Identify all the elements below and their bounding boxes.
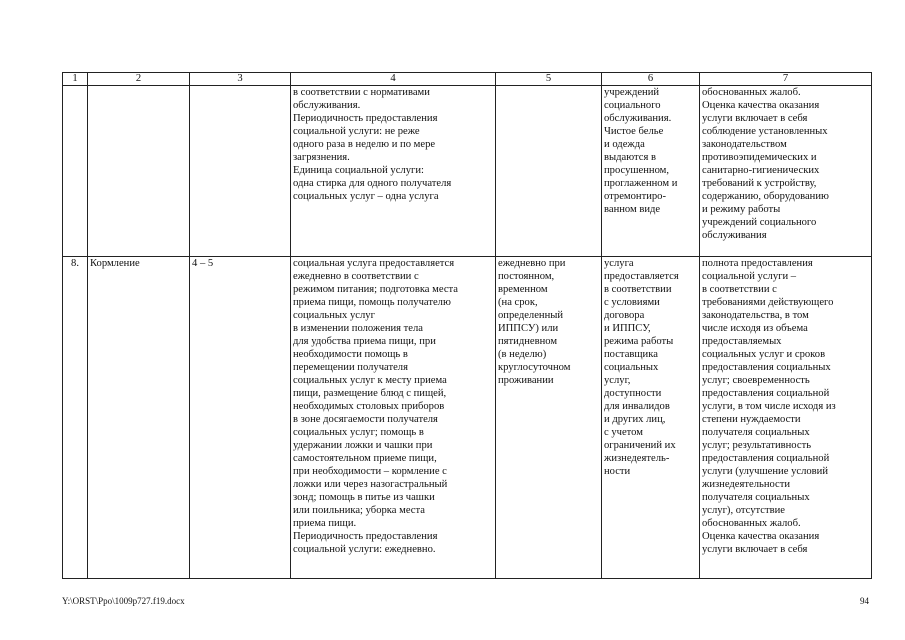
services-table (62, 72, 872, 579)
row-number-cell: 8. (63, 257, 88, 579)
service-description-cell: в соответствии с нормативами обслуживания. Периодичность предоставления социальной услуги: не реже одного раза в неделю и по мере загрязнения. Единица социальной услуги: одна стирка для одного получателя социальных услуг – одна услуга (291, 86, 496, 257)
table-row (63, 86, 872, 257)
periodicity-cell: ежедневно при постоянном, временном (на срок, определенный ИППСУ) или пятидневном (в неделю) круглосуточном проживании (496, 257, 602, 579)
row-number-cell (63, 86, 88, 257)
column-header: 6 (602, 73, 700, 86)
conditions-cell: учреждений социального обслуживания. Чистое белье и одежда выдаются в просушенном, проглаженном и отремонтиро- ванном виде (602, 86, 700, 257)
table-row (63, 257, 872, 579)
conditions-cell: услуга предоставляется в соответствии с условиями договора и ИППСУ, режима работы поставщика социальных услуг, доступности для инвалидов и других лиц, с учетом ограничений их жизнедеятель- ности (602, 257, 700, 579)
periodicity-cell (496, 86, 602, 257)
column-header: 4 (291, 73, 496, 86)
file-path-footer: Y:\ORST\Ppo\1009p727.f19.docx (62, 596, 185, 606)
table-header-row (63, 73, 872, 86)
quality-indicators-cell: полнота предоставления социальной услуги – в соответствии с требованиями действующего законодательства, в том числе исходя из объема предоставляемых социальных услуг и сроков предоставления социальных услуг; своевременность предоставления социальной услуги, в том числе исходя из степени нуждаемости получателя социальных услуг; результативность предоставления социальной услуги (улучшение условий жизнедеятельности получателя социальных услуг), отсутствие обоснованных жалоб. Оценка качества оказания услуги включает в себя (700, 257, 872, 579)
time-norm-cell (190, 86, 291, 257)
service-name-cell (88, 86, 190, 257)
column-header: 2 (88, 73, 190, 86)
column-header: 3 (190, 73, 291, 86)
column-header: 7 (700, 73, 872, 86)
page-number: 94 (860, 596, 869, 606)
service-name-cell: Кормление (88, 257, 190, 579)
quality-indicators-cell: обоснованных жалоб. Оценка качества оказания услуги включает в себя соблюдение установленных законодательством противоэпидемических и санитарно-гигиенических требований к устройству, содержанию, оборудованию и режиму работы учреждений социального обслуживания (700, 86, 872, 257)
service-description-cell: социальная услуга предоставляется ежедневно в соответствии с режимом питания; подготовка места приема пищи, помощь получателю социальных услуг в изменении положения тела для удобства приема пищи, при необходимости помощь в перемещении получателя социальных услуг к месту приема пищи, размещение блюд с пищей, необходимых столовых приборов в зоне досягаемости получателя социальных услуг; помощь в удержании ложки и чашки при самостоятельном приеме пищи, при необходимости – кормление с ложки или через назогастральный зонд; помощь в питье из чашки или поильника; уборка места приема пищи. Периодичность предоставления социальной услуги: ежедневно. (291, 257, 496, 579)
column-header: 1 (63, 73, 88, 86)
time-norm-cell: 4 – 5 (190, 257, 291, 579)
column-header: 5 (496, 73, 602, 86)
